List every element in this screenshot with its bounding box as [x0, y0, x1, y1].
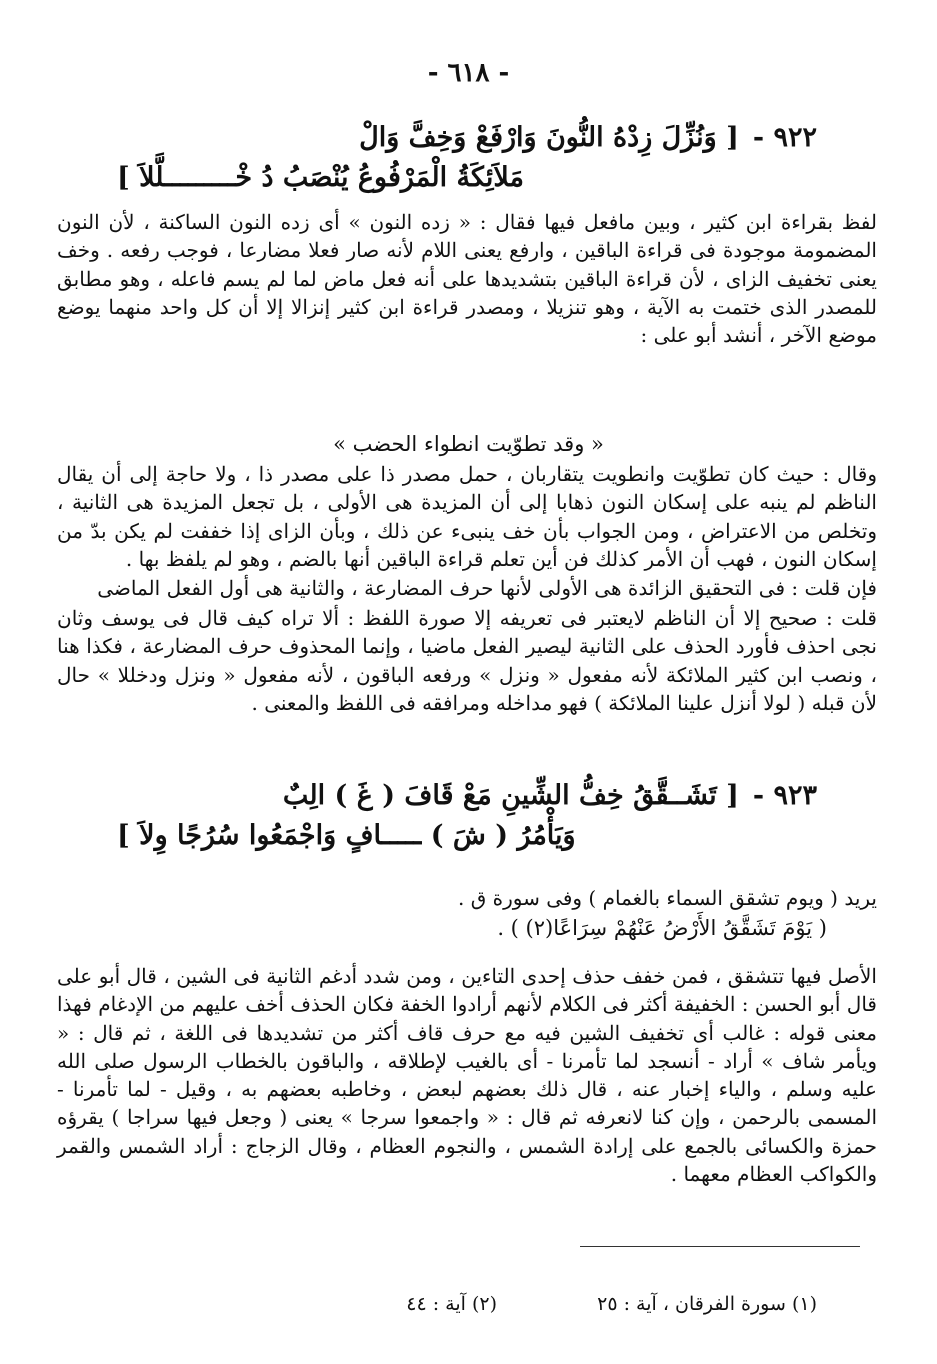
commentary-922-paragraph-4: قلت : صحيح إلا أن الناظم لايعتبر فى تعريفه إلا صورة اللفظ : ألا تراه كيف قال فى يوسف وثان نجى احذف فأورد الحذف على الثانية ليصير الفعل ماضيا ، وإنما المحذوف حرف المضارعة ، فكذا هنا ، ونصب ابن كثير الملائكة لأنه مفعول « ونزل » ورفعه الباقون ، لأنه مفعول « ونزل ودخللا » حال لأن قبله ( لولا أنزل علينا الملائكة ) فهو مداخله ومرافقه فى اللفظ والمعنى .: [57, 606, 877, 715]
footnote-1: (١) سورة الفرقان ، آية : ٢٥: [597, 1293, 817, 1315]
footnote-divider: [580, 1246, 860, 1247]
footnote-2: (٢) آية : ٤٤: [406, 1293, 497, 1315]
verse-923-line-1: [97, 776, 817, 816]
verse-923-number: ٩٢٣ -: [752, 780, 817, 811]
commentary-922-paragraph-1: لفظ بقراءة ابن كثير ، وبين مافعل فيها فقال : « زده النون » أى زده النون الساكنة ، لأن النون المضمومة موجودة فى قراءة الباقين ، وارفع يعنى اللام لأنه صار فعلا مضارعا ، فوجب رفعه . وخف يعنى تخفيف الزاى ، لأن قراءة الباقين بتشديدها على أنه فعل ماض لما لم يسم فاعله ، وهو مطابق للمصدر الذى ختمت به الآية ، وهو تنزيلا ، ومصدر قراءة ابن كثير إنزالا إلا أن كل واحد منهما يوضع موضع الآخر ، أنشد أبو على :: [57, 210, 877, 348]
commentary-922-paragraph-2: وقال : حيث كان تطوّيت وانطويت يتقاربان ، حمل مصدر ذا على مصدر ذا ، ولا حاجة إلى أن يقال الناظم لم ينبه على إسكان النون ذهابا إلى أن المزيدة هى الأولى ، بل تجعل المزيدة هى الثانية ، وتخلص من الاعتراض ، ومن الجواب بأن خف ينبىء عن ذلك ، وبأن الزاى إذا خففت لم يكن بدّ من إسكان النون ، فهب أن الأمر كذلك فن أين تعلم قراءة الباقين أنها بالضم ، وهو لم يلفظ بها .: [57, 462, 877, 571]
verse-922-number: ٩٢٢ -: [752, 122, 817, 153]
verse-923-text-1: [ تَشَــقَّقُ خِفُّ الشِّينِ مَعْ قَافَ ( غَ ) الِبٌ: [282, 780, 739, 811]
verse-922-line-2: مَلاَئِكَةُ الْمَرْفُوعُ يُنْصَبُ دُ خْـــــــــلَّلاَ ]: [117, 162, 524, 193]
commentary-923-paragraph-1: يريد ( ويوم تشقق السماء بالغمام ) وفى سورة ق .: [458, 886, 877, 910]
commentary-922-paragraph-3: فإن قلت : فى التحقيق الزائدة هى الأولى لأنها حرف المضارعة ، والثانية هى أول الفعل الماضى: [97, 576, 877, 600]
quoted-poem-line: « وقد تطوّيت انطواء الحضب »: [333, 432, 604, 456]
commentary-923-paragraph-2: الأصل فيها تتشقق ، فمن خفف حذف إحدى التاءين ، ومن شدد أدغم الثانية فى الشين ، قال أبو على قال أبو الحسن : الخفيفة أكثر فى الكلام لأنهم أرادوا الخفة فكان الحذف أخف عليهم من الإدغام فهذا معنى قوله : غالب أى تخفيف الشين فيه مع حرف قاف أكثر من تشديدها فى اللغة ، ثم قال : « ويأمر شاف » أراد - أنسجد لما تأمرنا - أى بالغيب لإطلاقه ، والباقون بالخطاب الرسول صلى الله عليه وسلم ، والياء إخبار عنه ، قال ذلك بعضهم لبعض ، وخاطبه بعضهم به ، وقيل - لما تأمرنا - المسمى بالرحمن ، وإن كنا لانعرفه ثم قال : « واجمعوا سرجا » يعنى ( وجعل فيها سراجا ) يقرؤه حمزة والكسائى بالجمع على إرادة الشمس ، والنجوم العظام ، وقال الزجاج : أراد الشمس والقمر والكواكب العظام معهما .: [57, 964, 877, 1187]
quran-quote: ( يَوْمَ تَشَقَّقُ الأَرْضُ عَنْهُمْ سِرَاعًا(٢) ) .: [497, 916, 827, 940]
page-number: - ٦١٨ -: [427, 58, 510, 88]
verse-922-text-1: [ وَنُزِّلَ زِدْهُ النُّونَ وَارْفَعْ وَخِفَّ وَالْ: [359, 122, 739, 153]
verse-923-line-2: وَيَأْمُرُ ( شَ ) ـــــافٍ وَاجْمَعُوا سُرُجًا وِلاَ ]: [117, 820, 576, 851]
verse-922-line-1: [97, 118, 817, 158]
